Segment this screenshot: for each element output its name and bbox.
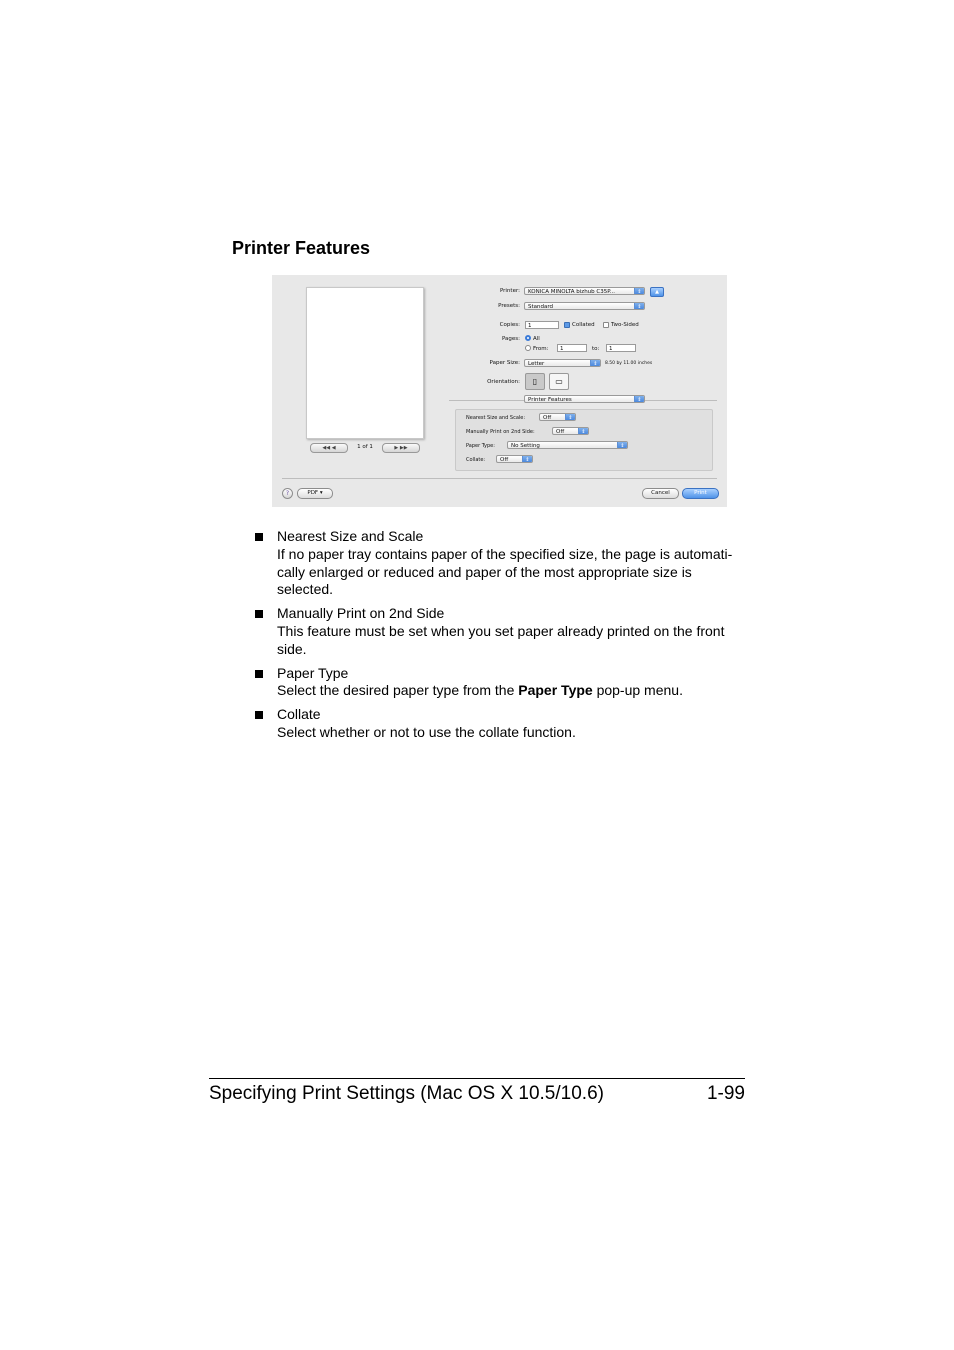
- popup-arrows-icon: ⇕: [522, 456, 532, 463]
- printer-label: Printer:: [499, 288, 520, 294]
- paper-type-popup[interactable]: [507, 441, 628, 449]
- help-icon: ?: [285, 490, 290, 497]
- paper-type-value: No Setting: [511, 443, 540, 449]
- popup-arrows-icon: ⇕: [578, 428, 588, 435]
- bullet-icon: [255, 670, 263, 678]
- bottom-divider: [282, 478, 717, 479]
- list-item: [253, 528, 753, 599]
- print-button[interactable]: Print: [682, 488, 719, 499]
- paper-type-label: Paper Type:: [466, 443, 495, 449]
- pages-all-label: All: [533, 336, 540, 342]
- pages-to-label: to:: [592, 346, 600, 352]
- manual-2nd-side-label: Manually Print on 2nd Side:: [466, 429, 535, 435]
- collate-popup[interactable]: [496, 455, 533, 463]
- two-sided-checkbox[interactable]: [603, 322, 609, 328]
- pages-from-radio[interactable]: [525, 345, 531, 351]
- popup-arrows-icon: ⇕: [634, 396, 644, 403]
- panel-popup-value: Printer Features: [528, 397, 572, 403]
- paper-size-popup[interactable]: [524, 359, 601, 367]
- popup-arrows-icon: ⇕: [617, 442, 627, 449]
- help-button[interactable]: [282, 488, 293, 499]
- nearest-size-label: Nearest Size and Scale:: [466, 415, 526, 421]
- popup-arrows-icon: ⇕: [634, 288, 644, 295]
- pages-all-radio[interactable]: [525, 335, 531, 341]
- nearest-size-value: Off: [543, 415, 552, 421]
- orientation-label: Orientation:: [487, 379, 520, 385]
- page-number: 1-99: [706, 1083, 745, 1104]
- popup-arrows-icon: ⇕: [634, 303, 644, 310]
- list-item: [253, 605, 753, 658]
- manual-2nd-side-value: Off: [556, 429, 565, 435]
- portrait-icon: ▯: [532, 377, 538, 386]
- landscape-orientation-button[interactable]: [549, 373, 569, 390]
- item-description: This feature must be set when you set paper already printed on the front side.: [277, 622, 725, 657]
- preview-back-buttons[interactable]: [310, 443, 348, 453]
- first-page-icon[interactable]: ◀◀: [322, 445, 331, 451]
- collated-checkbox[interactable]: [564, 322, 570, 328]
- bullet-icon: [255, 610, 263, 618]
- print-dialog-screenshot: [272, 275, 727, 507]
- nearest-size-popup[interactable]: [539, 413, 576, 421]
- two-sided-label: Two-Sided: [611, 322, 639, 328]
- last-page-icon[interactable]: ▶▶: [399, 445, 408, 451]
- item-title: Nearest Size and Scale: [277, 528, 424, 544]
- item-title: Manually Print on 2nd Side: [277, 605, 445, 622]
- prev-page-icon[interactable]: ◀: [331, 445, 336, 451]
- preview-forward-buttons[interactable]: [382, 443, 420, 453]
- disclosure-button[interactable]: [650, 287, 664, 297]
- copies-label: Copies:: [499, 322, 520, 328]
- popup-arrows-icon: ⇕: [590, 360, 600, 367]
- section-heading: Printer Features: [232, 238, 371, 258]
- desc-text: pop-up menu.: [592, 682, 683, 699]
- footer-rule: [209, 1078, 745, 1079]
- portrait-orientation-button[interactable]: [525, 373, 545, 390]
- pages-from-label: From:: [533, 346, 549, 352]
- printer-popup[interactable]: [524, 287, 645, 295]
- item-description: If no paper tray contains paper of the specified size, the page is automati-cally enlarged or reduced and paper of the most appropriate size is selected.: [277, 545, 733, 598]
- presets-value: Standard: [528, 304, 554, 310]
- printer-value: KONICA MINOLTA bizhub C35P...: [528, 289, 615, 295]
- pages-from-field[interactable]: 1: [557, 344, 587, 352]
- presets-label: Presets:: [498, 303, 520, 309]
- copies-field[interactable]: 1: [525, 321, 559, 329]
- paper-size-label: Paper Size:: [489, 360, 520, 366]
- desc-bold-text: Paper Type: [518, 682, 593, 699]
- footer-title: Specifying Print Settings (Mac OS X 10.5/10.6): [209, 1083, 604, 1104]
- list-item: [253, 665, 753, 701]
- paper-size-value: Letter: [528, 361, 545, 367]
- pages-to-field[interactable]: 1: [606, 344, 636, 352]
- desc-text: Select the desired paper type from the: [277, 682, 519, 699]
- collated-label: Collated: [572, 322, 595, 328]
- collate-value: Off: [500, 457, 509, 463]
- item-description: [277, 682, 753, 700]
- collate-label: Collate:: [466, 457, 486, 463]
- page-preview: [306, 287, 424, 439]
- item-title: Collate: [277, 706, 321, 723]
- pdf-button[interactable]: PDF ▾: [297, 488, 333, 499]
- panel-popup[interactable]: [524, 395, 645, 403]
- cancel-button[interactable]: Cancel: [642, 488, 679, 499]
- paper-size-dimensions: 8.50 by 11.00 inches: [605, 361, 653, 366]
- item-description: Select whether or not to use the collate function.: [277, 723, 576, 740]
- popup-arrows-icon: ⇕: [565, 414, 575, 421]
- list-item: [253, 706, 753, 742]
- page-counter: 1 of 1: [357, 444, 373, 450]
- pages-label: Pages:: [501, 336, 520, 342]
- manual-2nd-side-popup[interactable]: [552, 427, 589, 435]
- presets-popup[interactable]: [524, 302, 645, 310]
- bullet-icon: [255, 711, 263, 719]
- item-title: Paper Type: [277, 664, 349, 681]
- landscape-icon: ▭: [555, 377, 563, 386]
- next-page-icon[interactable]: ▶: [394, 445, 399, 451]
- bullet-icon: [255, 533, 263, 541]
- disclosure-up-icon: ▲: [655, 289, 659, 295]
- feature-list: [253, 528, 753, 748]
